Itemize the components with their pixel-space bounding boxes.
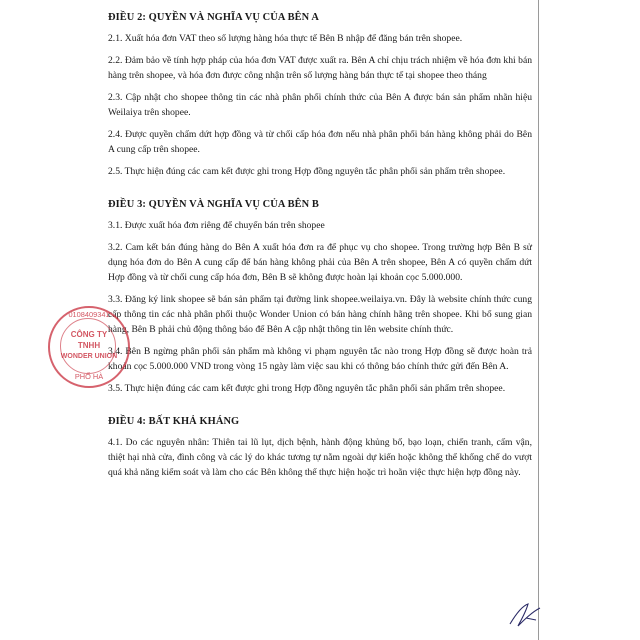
seal-code: 0108409341 [68, 310, 110, 319]
clause-2-1: 2.1. Xuất hóa đơn VAT theo số lượng hàng hóa thực tế Bên B nhập để đăng bán trên shopee. [108, 33, 463, 44]
clause-3-4: 3.4. Bên B ngừng phân phối sản phẩm mà không vi phạm nguyên tắc nào trong Hợp đồng sẽ được hoàn trả khoản cọc 5.000.000 VND trong vòng 15 ngày làm việc sau khi có thông báo chính thức gửi đến Bên A. [108, 346, 532, 372]
seal-line-type: TNHH [77, 341, 101, 350]
clause-3-3: 3.3. Đăng ký link shopee sẽ bán sản phẩm tại đường link shopee.weilaiya.vn. Đây là website chính thức cung cấp thông tin các nhà phân phối thuộc Wonder Union có bán hàng chính hãng trên shopee. Khi bổ sung gian hàng, Bên B phải chủ động thông báo để Bên A cập nhật thông tin lên website chính thức. [108, 294, 532, 335]
clause-2-2: 2.2. Đảm bảo về tính hợp pháp của hóa đơn VAT được xuất ra. Bên A chỉ chịu trách nhiệm về hóa đơn khi bán hàng trên shopee, và hóa đơn được công nhận trên số lượng hàng bán thực tế tại shopee theo tháng [108, 55, 532, 81]
clause-3-5: 3.5. Thực hiện đúng các cam kết được ghi trong Hợp đồng nguyên tắc phân phối sản phẩm trên shopee. [108, 383, 506, 394]
section-heading: ĐIỀU 2: QUYỀN VÀ NGHĨA VỤ CỦA BÊN A [108, 12, 319, 23]
clause-3-1: 3.1. Được xuất hóa đơn riêng để chuyển bán trên shopee [108, 220, 325, 231]
seal-line-company: CÔNG TY [70, 330, 108, 339]
signature-mark [506, 600, 546, 630]
seal-line-name: WONDER UNION [60, 353, 118, 360]
clause-2-5: 2.5. Thực hiện đúng các cam kết được ghi trong Hợp đồng nguyên tắc phân phối sản phẩm trên shopee. [108, 166, 506, 177]
clause-3-2: 3.2. Cam kết bán đúng hàng do Bên A xuất hóa đơn ra để phục vụ cho shopee. Trong trường hợp Bên B sử dụng hóa đơn do Bên A cung cấp để bán hàng không phải của Bên A trên shopee, Bên A có quyền chấm dứt Hợp đồng và từ chối cung cấp hóa đơn, Bên B sẽ không được hoàn lại khoản cọc 5.000.000. [108, 242, 532, 283]
contract-document [108, 10, 532, 498]
clause-2-4: 2.4. Được quyền chấm dứt hợp đồng và từ chối cấp hóa đơn nếu nhà phân phối bán hàng không phải do Bên A cung cấp trên shopee. [108, 129, 532, 155]
section-heading: ĐIỀU 4: BẤT KHẢ KHÁNG [108, 416, 240, 427]
seal-city: PHỐ HÀ [74, 372, 104, 381]
clause-2-3: 2.3. Cập nhật cho shopee thông tin các nhà phân phối chính thức của Bên A được bán sản phẩm nhãn hiệu Weilaiya trên shopee. [108, 92, 532, 118]
company-seal-stamp [48, 306, 130, 388]
section-article-3 [108, 197, 532, 396]
clause-4-1: 4.1. Do các nguyên nhân: Thiên tai lũ lụt, dịch bệnh, hành động khủng bố, bạo loạn, chiến tranh, cấm vận, thiệt hại nhà cửa, đình công và các lý do khác tương tự nằm ngoài dự kiến hoặc không thể khống chế do vượt quá khả năng kiểm soát và làm cho các Bên không thể thực hiện hoặc trì hoãn việc thực hiện hợp đồng này. [108, 437, 532, 478]
section-heading: ĐIỀU 3: QUYỀN VÀ NGHĨA VỤ CỦA BÊN B [108, 199, 319, 210]
section-article-4 [108, 414, 532, 480]
section-article-2 [108, 10, 532, 179]
